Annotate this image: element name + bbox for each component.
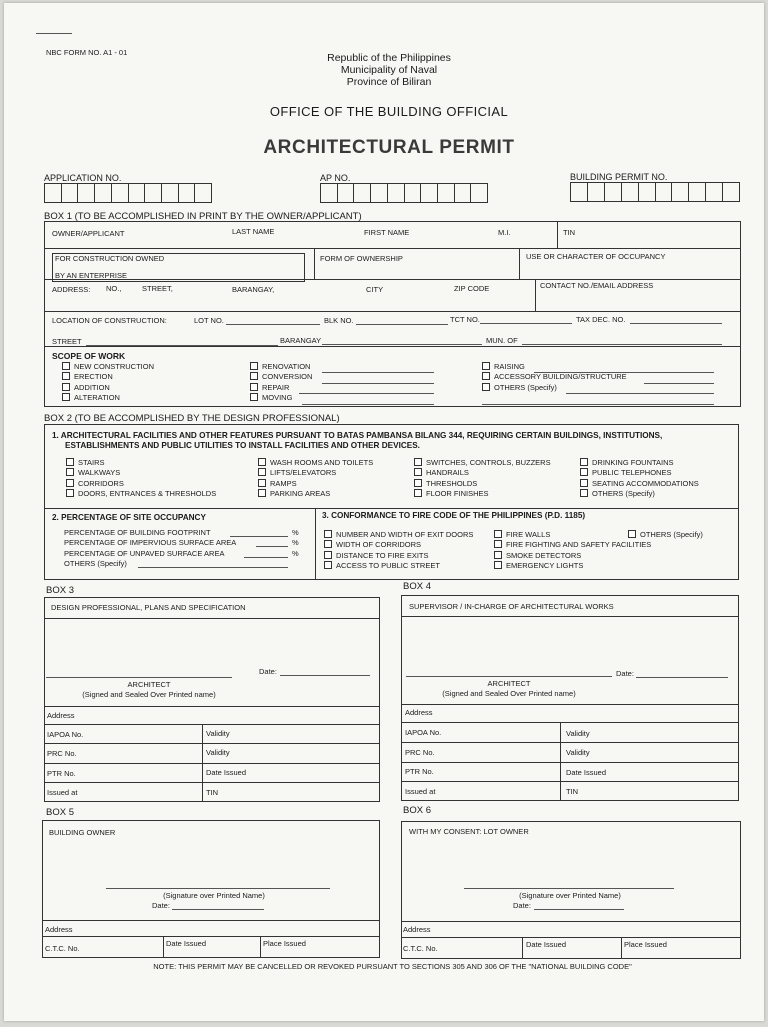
site-occupancy-rows	[64, 528, 236, 570]
tct-no-line[interactable]	[480, 323, 572, 324]
scope-col-3	[482, 362, 627, 393]
box3-row-label: PRC No.	[47, 749, 77, 758]
facility-item[interactable]: CORRIDORS	[66, 479, 216, 489]
fire-item[interactable]: EMERGENCY LIGHTS	[494, 561, 651, 571]
box4-signed-note: (Signed and Sealed Over Printed name)	[442, 689, 576, 698]
box5-signature-note: (Signature over Printed Name)	[163, 891, 265, 900]
fire-item[interactable]: SMOKE DETECTORS	[494, 551, 651, 561]
scope-item[interactable]: ACCESSORY BUILDING/STRUCTURE	[482, 372, 627, 382]
building-permit-no-field[interactable]	[570, 182, 740, 202]
application-no-field[interactable]	[44, 183, 212, 203]
footer-note: NOTE: THIS PERMIT MAY BE CANCELLED OR REVOKED PURSUANT TO SECTIONS 305 AND 306 OF THE "NATIONAL BUILDING CODE"	[153, 962, 632, 971]
box6-place-issued-label: Place Issued	[624, 940, 667, 949]
box4-address-label: Address	[405, 708, 433, 717]
facilities-col-1	[66, 458, 216, 500]
scope-item[interactable]: REPAIR	[250, 383, 312, 393]
ap-no-label: AP NO.	[320, 173, 351, 183]
box4-row-value-label: Validity	[566, 748, 590, 757]
facility-item[interactable]: PUBLIC TELEPHONES	[580, 468, 699, 478]
fire-col-1	[324, 530, 473, 572]
barangay-label: BARANGAY	[280, 336, 322, 345]
facility-item[interactable]: WALKWAYS	[66, 468, 216, 478]
box3-row-value-label: Date Issued	[206, 768, 247, 777]
impervious-field[interactable]	[256, 546, 288, 547]
box4-date-label: Date:	[616, 669, 634, 678]
tin-label: TIN	[563, 228, 576, 237]
box3-title: DESIGN PROFESSIONAL, PLANS AND SPECIFICATION	[51, 603, 246, 612]
facilities-heading-2: ESTABLISHMENTS AND PUBLIC UTILITIES TO INSTALL FACILITIES AND OTHER DEVICES.	[65, 441, 420, 450]
fire-item[interactable]: FIRE FIGHTING AND SAFETY FACILITIES	[494, 540, 651, 550]
facilities-col-4	[580, 458, 699, 500]
facilities-heading-1: 1. ARCHITECTURAL FACILITIES AND OTHER FEATURES PURSUANT TO BATAS PAMBANSA BILANG 344, REQUIRING CERTAIN BUILDINGS, INSTITUTIONS,	[52, 431, 663, 440]
header-province: Province of Biliran	[346, 76, 432, 88]
header	[234, 52, 544, 88]
form-number: NBC FORM NO. A1 - 01	[46, 48, 128, 57]
address-label: ADDRESS:	[52, 285, 91, 294]
mun-of-label: MUN. OF	[486, 336, 518, 345]
header-municipality: Municipality of Naval	[340, 64, 438, 76]
box6-label: BOX 6	[403, 805, 431, 816]
fire-item[interactable]: ACCESS TO PUBLIC STREET	[324, 561, 473, 571]
box6-title: WITH MY CONSENT: LOT OWNER	[409, 827, 529, 836]
box1-heading: BOX 1 (TO BE ACCOMPLISHED IN PRINT BY THE OWNER/APPLICANT)	[44, 211, 362, 222]
fire-item[interactable]: WIDTH OF CORRIDORS	[324, 540, 473, 550]
fire-others[interactable]: OTHERS (Specify)	[628, 530, 703, 540]
scope-item[interactable]: MOVING	[250, 393, 312, 403]
box4-row-label: PTR No.	[405, 767, 434, 776]
owner-applicant-label: OWNER/APPLICANT	[52, 229, 125, 238]
corner-mark	[36, 33, 72, 34]
form-of-ownership-label: FORM OF OWNERSHIP	[320, 254, 403, 263]
box3-signed-note: (Signed and Sealed Over Printed name)	[82, 690, 216, 699]
header-republic: Republic of the Philippines	[327, 52, 451, 64]
address-barangay-label: BARANGAY,	[232, 285, 275, 294]
address-zip-label: ZIP CODE	[454, 284, 490, 293]
box4-row-label: Issued at	[405, 787, 436, 796]
pct-row: OTHERS (Specify)	[64, 559, 127, 569]
blk-no-label: BLK NO.	[324, 316, 354, 325]
location-label: LOCATION OF CONSTRUCTION:	[52, 316, 167, 325]
box6-ctc-label: C.T.C. No.	[403, 944, 438, 953]
application-no-label: APPLICATION NO.	[44, 173, 122, 183]
box3-date-field[interactable]	[280, 675, 370, 676]
scope-item[interactable]: ERECTION	[62, 372, 154, 382]
box3-address-label: Address	[47, 711, 75, 720]
mun-of-line[interactable]	[522, 344, 722, 345]
address-no-label: NO.,	[106, 284, 122, 293]
box6-signature-line[interactable]	[464, 888, 674, 889]
blk-no-line[interactable]	[356, 324, 448, 325]
scope-item[interactable]: RENOVATION	[250, 362, 312, 372]
box5-date-issued-label: Date Issued	[166, 939, 207, 948]
box4-row-label: IAPOA No.	[405, 728, 442, 737]
lot-no-label: LOT NO.	[194, 316, 224, 325]
building-permit-no-label: BUILDING PERMIT NO.	[570, 172, 668, 182]
others-pct-field[interactable]	[138, 567, 288, 568]
facilities-col-2	[258, 458, 373, 500]
street-label: STREET	[52, 337, 82, 346]
office-title: OFFICE OF THE BUILDING OFFICIAL	[269, 104, 509, 119]
box5-label: BOX 5	[46, 807, 74, 818]
scope-item[interactable]: ADDITION	[62, 383, 154, 393]
page-title: ARCHITECTURAL PERMIT	[263, 137, 515, 158]
use-of-occupancy-label: USE OR CHARACTER OF OCCUPANCY	[526, 252, 666, 261]
scope-item[interactable]: ALTERATION	[62, 393, 154, 403]
fire-item[interactable]: FIRE WALLS	[494, 530, 651, 540]
box5-title: BUILDING OWNER	[49, 828, 116, 837]
facility-item[interactable]: HANDRAILS	[414, 468, 551, 478]
box5	[42, 820, 380, 958]
scope-item[interactable]: OTHERS (Specify)	[482, 383, 627, 393]
box4-role: ARCHITECT	[487, 679, 531, 688]
barangay-line[interactable]	[322, 344, 482, 345]
box5-signature-line[interactable]	[106, 888, 330, 889]
facility-item[interactable]: STAIRS	[66, 458, 216, 468]
first-name-label: FIRST NAME	[364, 228, 410, 237]
box6-signature-note: (Signature over Printed Name)	[519, 891, 621, 900]
facility-item[interactable]: THRESHOLDS	[414, 479, 551, 489]
facility-item[interactable]: RAMPS	[258, 479, 373, 489]
pct-row: PERCENTAGE OF UNPAVED SURFACE AREA	[64, 548, 225, 558]
pct-row: PERCENTAGE OF IMPERVIOUS SURFACE AREA	[64, 538, 237, 548]
pct-row: PERCENTAGE OF BUILDING FOOTPRINT	[64, 528, 211, 537]
scope-item[interactable]: CONVERSION	[250, 372, 312, 382]
enterprise-label: BY AN ENTERPRISE	[55, 271, 127, 280]
box6	[401, 821, 741, 959]
scope-col-2	[250, 362, 312, 404]
box5-date-label: Date:	[152, 901, 170, 910]
facility-item[interactable]: SWITCHES, CONTROLS, BUZZERS	[414, 458, 551, 468]
tax-dec-no-line[interactable]	[630, 323, 722, 324]
fire-code-heading: 3. CONFORMANCE TO FIRE CODE OF THE PHILIPPINES (P.D. 1185)	[322, 511, 586, 520]
facility-item[interactable]: FLOOR FINISHES	[414, 489, 551, 499]
scope-item[interactable]: RAISING	[482, 362, 627, 372]
street-line[interactable]	[86, 345, 278, 346]
scope-item[interactable]: NEW CONSTRUCTION	[62, 362, 154, 372]
box5-ctc-label: C.T.C. No.	[45, 944, 80, 953]
site-occupancy-heading: 2. PERCENTAGE OF SITE OCCUPANCY	[52, 513, 206, 522]
facility-item[interactable]: LIFTS/ELEVATORS	[258, 468, 373, 478]
box3-row-label: PTR No.	[47, 769, 76, 778]
mi-label: M.I.	[498, 228, 511, 237]
box3-role: ARCHITECT	[127, 680, 171, 689]
lot-no-line[interactable]	[226, 324, 320, 325]
facility-item[interactable]: DOORS, ENTRANCES & THRESHOLDS	[66, 489, 216, 499]
facilities-col-3	[414, 458, 551, 500]
scope-col-1	[62, 362, 154, 404]
fire-item[interactable]: DISTANCE TO FIRE EXITS	[324, 551, 473, 561]
contact-label: CONTACT NO./EMAIL ADDRESS	[540, 281, 654, 290]
box5-address-label: Address	[45, 925, 73, 934]
box4-row-label: PRC No.	[405, 748, 435, 757]
box3-label: BOX 3	[46, 585, 74, 596]
box2-heading: BOX 2 (TO BE ACCOMPLISHED BY THE DESIGN PROFESSIONAL)	[44, 413, 340, 424]
box3-row-label: IAPOA No.	[47, 730, 84, 739]
box6-date-label: Date:	[513, 901, 531, 910]
box3-row-value-label: Validity	[206, 729, 230, 738]
pct-signs: % % %	[292, 528, 299, 558]
box4-row-value-label: Validity	[566, 729, 590, 738]
address-city-label: CITY	[366, 285, 384, 294]
last-name-label: LAST NAME	[232, 227, 275, 236]
box4-signature-line[interactable]	[406, 676, 612, 677]
tax-dec-no-label: TAX DEC. NO.	[576, 315, 626, 324]
box3-row-label: Issued at	[47, 788, 78, 797]
footprint-field[interactable]	[230, 536, 288, 537]
facility-item[interactable]: OTHERS (Specify)	[580, 489, 699, 499]
box6-date-issued-label: Date Issued	[526, 940, 567, 949]
box5-place-issued-label: Place Issued	[263, 939, 306, 948]
address-street-label: STREET,	[142, 284, 173, 293]
tct-no-label: TCT NO.	[450, 315, 480, 324]
box4-date-field[interactable]	[636, 677, 728, 678]
permit-form-page	[4, 3, 764, 1021]
facility-item[interactable]: DRINKING FOUNTAINS	[580, 458, 699, 468]
facility-item[interactable]: PARKING AREAS	[258, 489, 373, 499]
box4-row-value-label: TIN	[566, 787, 579, 796]
for-construction-label: FOR CONSTRUCTION OWNED	[55, 254, 165, 263]
box4-title: SUPERVISOR / IN-CHARGE OF ARCHITECTURAL WORKS	[409, 602, 614, 611]
box6-address-label: Address	[403, 925, 431, 934]
unpaved-field[interactable]	[244, 557, 288, 558]
facility-item[interactable]: WASH ROOMS AND TOILETS	[258, 458, 373, 468]
fire-item[interactable]: NUMBER AND WIDTH OF EXIT DOORS	[324, 530, 473, 540]
box3-row-value-label: TIN	[206, 788, 219, 797]
box4-label: BOX 4	[403, 581, 431, 592]
facility-item[interactable]: SEATING ACCOMMODATIONS	[580, 479, 699, 489]
box5-date-field[interactable]	[172, 909, 264, 910]
box3-date-label: Date:	[259, 667, 277, 676]
box6-date-field[interactable]	[534, 909, 624, 910]
ap-no-field[interactable]	[320, 183, 488, 203]
box4-row-value-label: Date Issued	[566, 768, 607, 777]
box3-row-value-label: Validity	[206, 748, 230, 757]
box3-signature-line[interactable]	[46, 677, 232, 678]
scope-of-work-heading: SCOPE OF WORK	[52, 351, 126, 361]
